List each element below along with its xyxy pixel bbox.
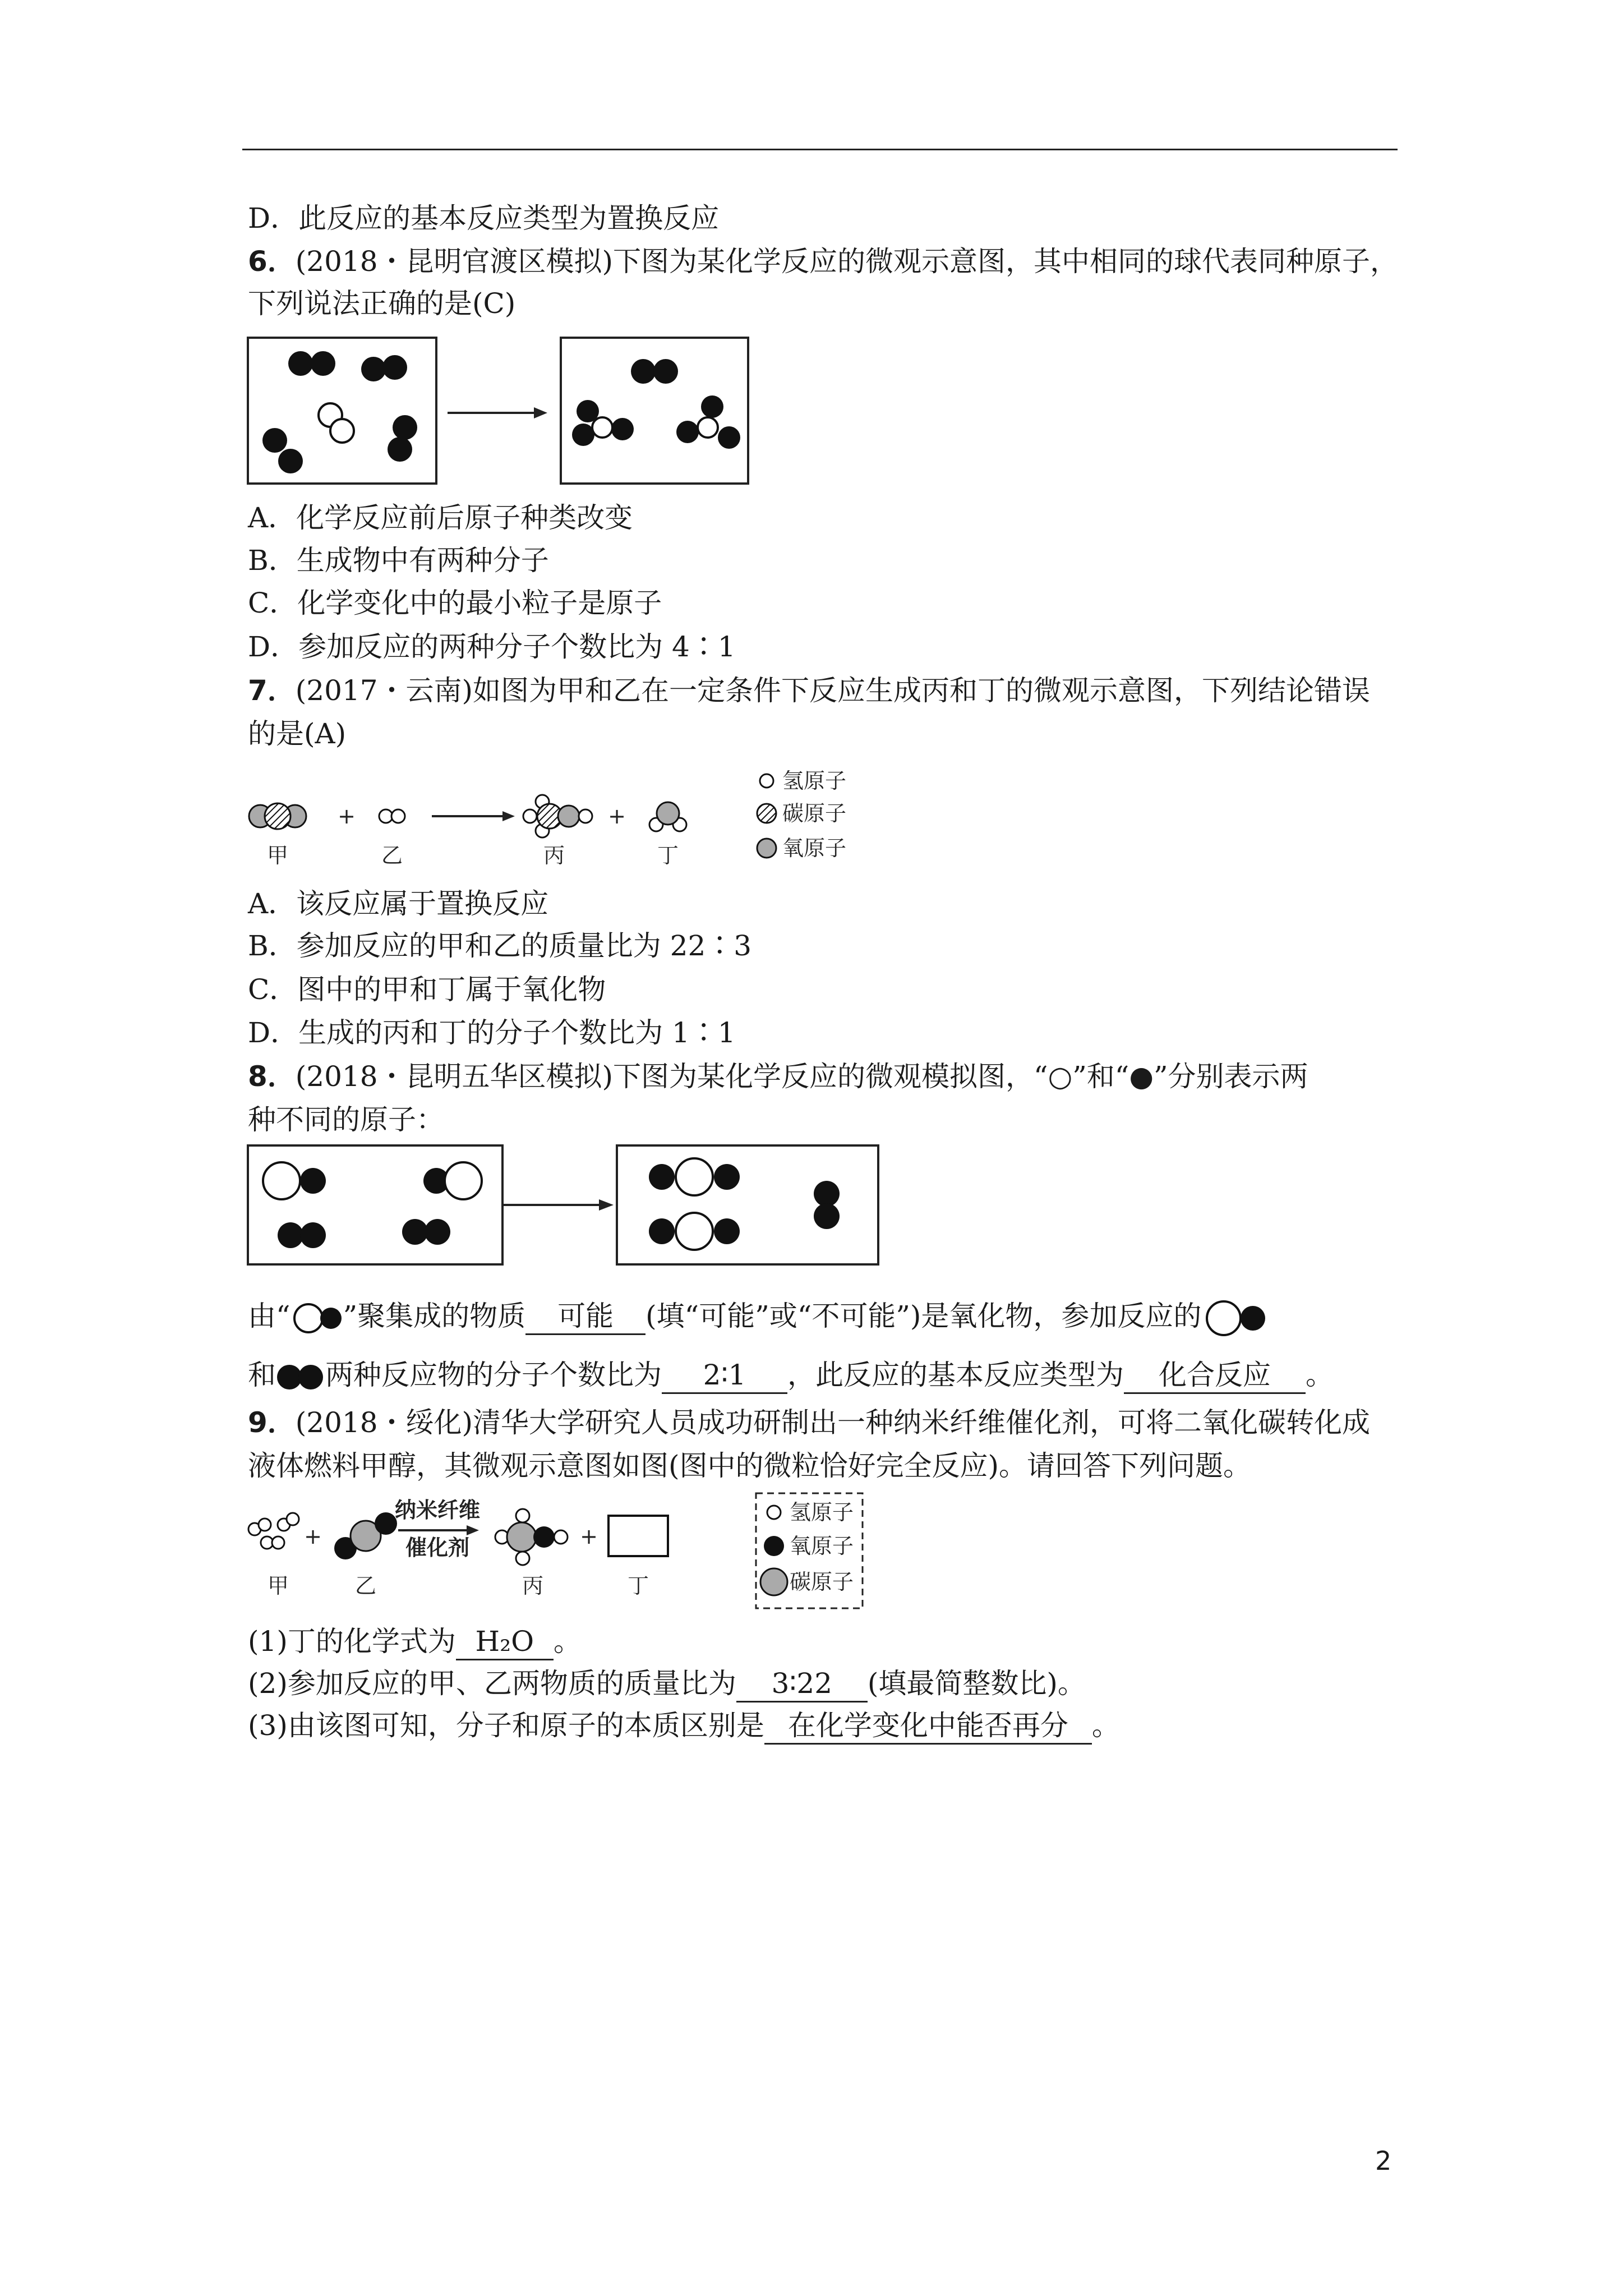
q7-hydrogen-atom — [579, 809, 592, 823]
q8-text-c: (填“可能”或“不可能”)是氧化物，参加反应的 — [645, 1300, 1202, 1332]
q8-atom — [300, 1222, 326, 1248]
q8-blank-2: 2∶1 — [662, 1358, 787, 1394]
q6-atom — [393, 415, 417, 440]
q7-label-ding: 丁 — [657, 843, 679, 868]
q8-inline-molecule-icon-2 — [1201, 1300, 1269, 1337]
q8-text-b: ”聚集成的物质 — [343, 1300, 526, 1332]
q7-plus-1: + — [338, 804, 356, 829]
q8-atom — [676, 1158, 713, 1195]
q7-option-c: C．图中的甲和丁属于氧化物 — [248, 973, 606, 1006]
q8-inline-molecule-icon — [291, 1301, 343, 1335]
q9-label-ding: 丁 — [627, 1573, 649, 1598]
q8-atom — [714, 1218, 740, 1244]
q7-option-d: D．生成的丙和丁的分子个数比为 1∶1 — [248, 1016, 736, 1049]
q9-hydrogen-atom — [516, 1552, 529, 1565]
q7-legend-carbon: 碳原子 — [782, 801, 847, 826]
q7-legend-carbon-icon — [757, 804, 776, 823]
q6-atom — [382, 355, 407, 380]
q7-stem-line2: 的是(A) — [248, 717, 347, 750]
q6-number: 6． — [248, 245, 296, 278]
q9-stem-line2: 液体燃料甲醇，其微观示意图如图(图中的微粒恰好完全反应)。请回答下列问题。 — [248, 1450, 1252, 1482]
q7-legend-hydrogen: 氢原子 — [782, 769, 847, 793]
q6-atom — [718, 426, 740, 449]
q9-reaction-diagram — [247, 1492, 880, 1613]
page-number: 2 — [1375, 2146, 1392, 2176]
q5-option-d: D．此反应的基本反应类型为置换反应 — [248, 202, 720, 234]
q8-atom — [676, 1213, 713, 1250]
q8-stem-line1 — [248, 1059, 1308, 1094]
q8-atom — [814, 1181, 840, 1207]
q6-option-b: B．生成物中有两种分子 — [248, 544, 549, 577]
q9-unknown-box — [608, 1516, 668, 1556]
q6-atom — [698, 417, 718, 438]
q6-atom — [653, 359, 678, 384]
q7-option-a: A．该反应属于置换反应 — [248, 887, 549, 920]
q9-sub1-end: 。 — [553, 1625, 582, 1658]
q7-label-bing: 丙 — [543, 843, 565, 868]
q8-atom — [425, 1219, 450, 1245]
q9-label-yi: 乙 — [354, 1573, 377, 1598]
q7-label-jia: 甲 — [266, 843, 289, 868]
q9-hydrogen-atom — [259, 1519, 271, 1531]
q6-stem-line2: 下列说法正确的是(C) — [248, 287, 516, 320]
q7-legend-oxygen: 氧原子 — [782, 836, 847, 861]
q6-atom — [611, 418, 634, 440]
q8-stem-line2: 种不同的原子： — [248, 1103, 444, 1136]
q9-number: 9． — [248, 1406, 296, 1439]
q8-atom — [714, 1164, 740, 1190]
q9-legend-carbon: 碳原子 — [790, 1570, 854, 1594]
q6-atom — [388, 437, 412, 462]
q9-sub3-text: (3)由该图可知，分子和原子的本质区别是 — [248, 1709, 764, 1742]
q6-atom — [262, 428, 287, 453]
q8-text-d: 和 — [248, 1359, 276, 1391]
q6-atom — [311, 351, 335, 376]
q9-hydrogen-atom — [516, 1509, 529, 1522]
q9-arrow-bottom: 催化剂 — [405, 1535, 470, 1560]
q8-answer-line2 — [248, 1358, 1334, 1394]
q7-stem-line1 — [248, 673, 1370, 708]
q9-legend-oxygen-icon — [764, 1536, 784, 1556]
q6-stem-text1: (2018・昆明官渡区模拟)下图为某化学反应的微观示意图，其中相同的球代表同种原子， — [295, 245, 1399, 278]
q6-atom — [676, 421, 699, 443]
q6-atom — [592, 417, 612, 438]
q9-hydrogen-atom — [554, 1530, 568, 1544]
q6-atom — [631, 359, 656, 384]
q8-atom — [445, 1162, 482, 1199]
q8-atom — [402, 1219, 428, 1245]
q8-blank-1: 可能 — [525, 1299, 645, 1335]
q7-legend-hydrogen-icon — [760, 774, 773, 788]
q6-atom — [278, 449, 303, 473]
q8-text-f: ，此反应的基本反应类型为 — [787, 1359, 1124, 1391]
q9-label-bing: 丙 — [522, 1573, 544, 1598]
q8-atom — [649, 1218, 675, 1244]
q7-plus-2: + — [608, 804, 626, 829]
q8-reaction-diagram — [247, 1144, 880, 1268]
q6-option-d: D．参加反应的两种分子个数比为 4∶1 — [248, 631, 736, 663]
q8-arrow-head — [599, 1199, 614, 1211]
q9-hydrogen-atom — [287, 1513, 299, 1525]
q8-atom — [814, 1203, 840, 1229]
q8-atom — [649, 1164, 675, 1190]
q6-reaction-diagram — [247, 337, 751, 488]
q8-number: 8． — [248, 1060, 296, 1093]
q9-sub1-text: (1)丁的化学式为 — [248, 1625, 456, 1658]
q9-sub3-blank: 在化学变化中能否再分 — [764, 1708, 1092, 1745]
q6-stem-line1 — [248, 244, 1398, 279]
q8-product-box — [617, 1145, 878, 1264]
q8-atom — [278, 1222, 303, 1248]
q6-arrow-head — [534, 407, 547, 418]
q7-option-b: B．参加反应的甲和乙的质量比为 22∶3 — [248, 930, 752, 962]
q7-hydrogen-atom — [379, 809, 393, 823]
q9-sub2-text: (2)参加反应的甲、乙两物质的质量比为 — [248, 1667, 736, 1700]
q6-atom — [701, 395, 723, 418]
header-rule — [242, 149, 1398, 150]
q6-atom — [572, 424, 594, 446]
q8-answer-line1 — [248, 1299, 1269, 1337]
q7-legend-oxygen-icon — [757, 839, 776, 858]
q9-oxygen-atom — [375, 1512, 397, 1535]
q9-arrow-top: 纳米纤维 — [394, 1498, 481, 1522]
q7-hydrogen-atom — [523, 809, 537, 823]
q6-option-a: A．化学反应前后原子种类改变 — [248, 501, 633, 534]
q9-legend-hydrogen-icon — [767, 1506, 781, 1519]
q9-legend-oxygen: 氧原子 — [790, 1534, 854, 1558]
q8-inline-diatomic-icon — [276, 1363, 325, 1391]
q7-reaction-diagram — [247, 763, 920, 875]
q9-legend-hydrogen: 氢原子 — [790, 1500, 854, 1525]
q6-atom — [361, 357, 386, 381]
q9-hydrogen-atom — [272, 1536, 284, 1549]
q9-carbon-atom — [507, 1522, 536, 1552]
q6-atom — [288, 351, 313, 376]
q8-atom — [263, 1162, 300, 1199]
q9-stem-text1: (2018・绥化)清华大学研究人员成功研制出一种纳米纤维催化剂，可将二氧化碳转化成 — [295, 1406, 1371, 1439]
q9-sub2 — [248, 1666, 1086, 1703]
q7-oxygen-atom — [558, 806, 579, 827]
q9-plus-1: + — [304, 1524, 322, 1549]
q8-text-a: 由“ — [248, 1300, 291, 1332]
q7-oxygen-atom — [657, 802, 679, 825]
q8-stem-text1: (2018・昆明五华区模拟)下图为某化学反应的微观模拟图，“○”和“●”分别表示两 — [295, 1060, 1308, 1093]
q9-sub2-blank: 3∶22 — [736, 1666, 868, 1703]
q9-arrow-head — [467, 1525, 479, 1535]
q8-atom — [300, 1168, 326, 1194]
q9-sub1 — [248, 1624, 582, 1660]
q7-arrow-head — [502, 811, 515, 821]
q6-atom — [330, 419, 354, 443]
q7-carbon-atom — [265, 803, 291, 829]
q9-oxygen-atom — [533, 1526, 555, 1548]
q9-sub1-blank: H₂O — [456, 1624, 554, 1660]
q7-label-yi: 乙 — [381, 843, 403, 868]
q8-blank-3: 化合反应 — [1124, 1358, 1306, 1394]
q9-stem-line1 — [248, 1405, 1370, 1440]
q7-stem-text1: (2017・云南)如图为甲和乙在一定条件下反应生成丙和丁的微观示意图，下列结论错误 — [295, 674, 1371, 707]
q6-option-c: C．化学变化中的最小粒子是原子 — [248, 587, 662, 619]
q9-sub2-end: (填最简整数比)。 — [867, 1667, 1086, 1700]
q9-sub3-end: 。 — [1091, 1709, 1120, 1742]
q8-text-g: 。 — [1306, 1359, 1334, 1391]
q9-label-jia: 甲 — [267, 1573, 289, 1598]
q7-number: 7． — [248, 674, 296, 707]
q9-sub3 — [248, 1708, 1120, 1745]
q8-text-e: 两种反应物的分子个数比为 — [325, 1359, 662, 1391]
q9-plus-2: + — [580, 1524, 598, 1549]
q7-hydrogen-atom — [391, 809, 405, 823]
q9-legend-carbon-icon — [760, 1568, 787, 1595]
